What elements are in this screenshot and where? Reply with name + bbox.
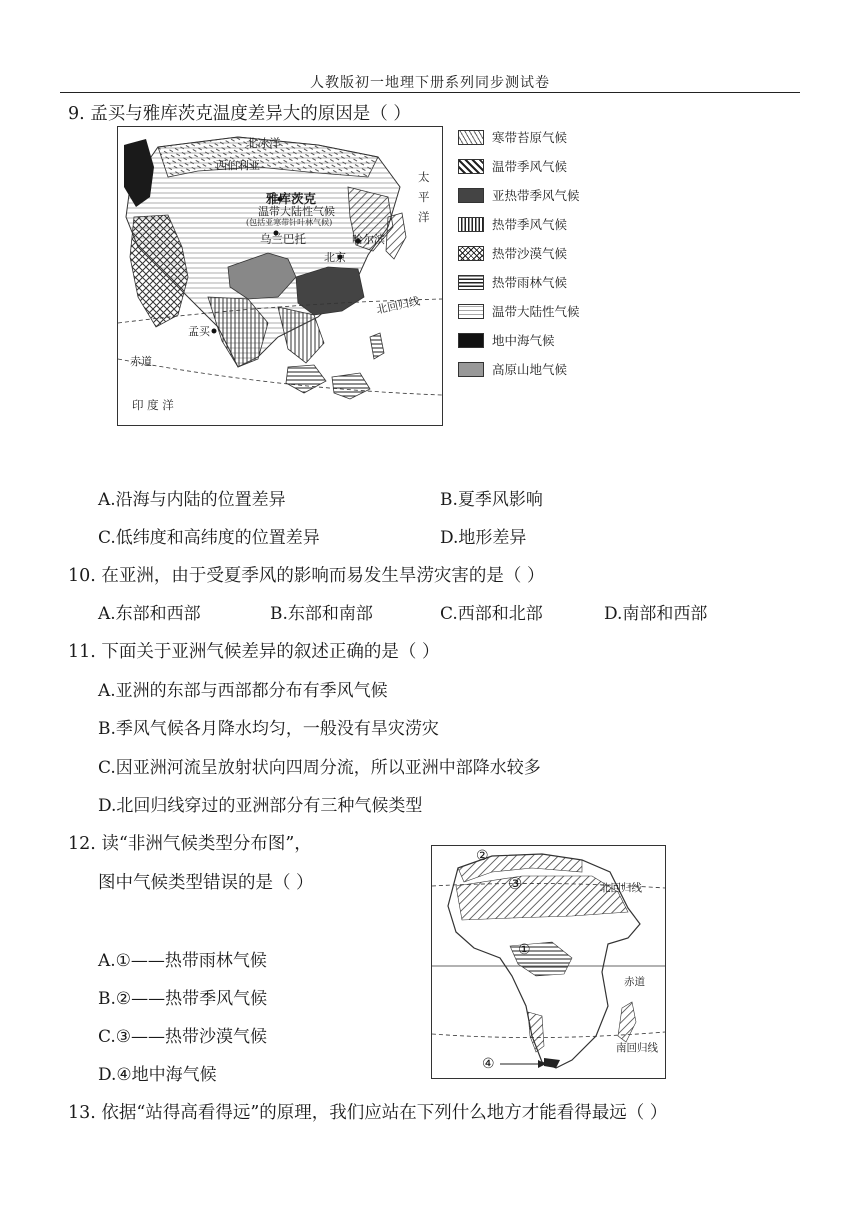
africa-climate-map [431,845,666,1079]
q11-option-c[interactable]: C.因亚洲河流呈放射状向四周分流，所以亚洲中部降水较多 [98,758,541,778]
africa-label-tropic-s: 南回归线 [616,1042,658,1054]
map-label-siberia: 西伯利亚 [216,159,260,172]
legend-item [458,215,567,233]
asia-climate-map [117,126,443,426]
legend-swatch [458,304,484,319]
asia-map-graphic [118,127,442,425]
legend-swatch [458,188,484,203]
q10-option-d[interactable]: D.南部和西部 [604,604,708,624]
map-label-pacific-3: 洋 [418,210,430,224]
map-label-temperate-continental: 温带大陆性气候 [258,205,335,218]
map-label-pacific-2: 平 [418,190,430,204]
map-label-mumbai: 孟买 [188,325,210,338]
header-rule [60,92,800,93]
q13-stem: 13. 依据“站得高看得远”的原理，我们应站在下列什么地方才能看得最远（ ） [68,1103,668,1123]
map-label-equator: 赤道 [130,355,152,368]
africa-marker-3: ③ [508,874,523,893]
africa-marker-4: ④ [482,1056,495,1072]
q12-option-d[interactable]: D.④地中海气候 [98,1065,217,1085]
q9-option-d[interactable]: D.地形差异 [440,528,527,548]
legend-swatch [458,217,484,232]
legend-item [458,157,567,175]
legend-label: 地中海气候 [492,333,555,348]
map-label-tropic: 北回归线 [375,294,421,317]
q9-stem: 9. 孟买与雅库茨克温度差异大的原因是（ ） [68,104,411,124]
africa-label-equator: 赤道 [624,976,645,988]
map-label-ulaanbaatar: 乌兰巴托 [260,232,306,246]
legend-label: 高原山地气候 [492,362,568,377]
legend-label: 热带雨林气候 [492,275,568,290]
legend-swatch [458,159,484,174]
q11-option-a[interactable]: A.亚洲的东部与西部都分布有季风气候 [98,681,388,701]
legend-label: 热带沙漠气候 [492,246,568,261]
q10-stem: 10. 在亚洲，由于受夏季风的影响而易发生旱涝灾害的是（ ） [68,566,545,586]
map-label-yakutsk: 雅库茨克 [266,191,317,206]
page-header: 人教版初一地理下册系列同步测试卷 [310,75,550,91]
legend-label: 热带季风气候 [492,217,568,232]
q10-option-c[interactable]: C.西部和北部 [440,604,543,624]
legend-item [458,331,555,349]
legend-swatch [458,246,484,261]
legend-item [458,128,567,146]
africa-marker-1: ① [518,942,531,958]
legend-item [458,360,567,378]
q12-option-b[interactable]: B.②——热带季风气候 [98,989,268,1009]
q9-option-b[interactable]: B.夏季风影响 [440,490,543,510]
map-label-arctic: 北冰洋 [246,136,281,150]
legend-label: 温带季风气候 [492,159,568,174]
legend-item [458,302,580,320]
legend-item [458,244,567,262]
q11-option-b[interactable]: B.季风气候各月降水均匀，一般没有旱灾涝灾 [98,719,439,739]
legend-swatch [458,362,484,377]
map-label-indian-ocean: 印 度 洋 [132,398,174,412]
q12-stem-line1: 12. 读“非洲气候类型分布图”， [68,834,312,854]
legend-label: 亚热带季风气候 [492,188,580,203]
map-label-sub-note: (包括亚寒带针叶林气候) [246,218,333,227]
africa-marker-2: ② [476,848,489,864]
q12-option-c[interactable]: C.③——热带沙漠气候 [98,1027,268,1047]
legend-item [458,273,567,291]
q9-option-c[interactable]: C.低纬度和高纬度的位置差异 [98,528,320,548]
legend-label: 温带大陆性气候 [492,304,580,319]
legend-label: 寒带苔原气候 [492,130,568,145]
map-label-pacific-1: 太 [418,170,430,184]
q12-option-a[interactable]: A.①——热带雨林气候 [98,951,267,971]
map-label-beijing: 北京 [324,251,346,264]
q12-stem-line2: 图中气候类型错误的是（ ） [98,873,314,893]
q9-option-a[interactable]: A.沿海与内陆的位置差异 [98,490,286,510]
legend-swatch [458,275,484,290]
q10-option-a[interactable]: A.东部和西部 [98,604,201,624]
q11-option-d[interactable]: D.北回归线穿过的亚洲部分有三种气候类型 [98,796,423,816]
q11-stem: 11. 下面关于亚洲气候差异的叙述正确的是（ ） [68,642,440,662]
africa-label-tropic-n: 北回归线 [600,882,642,894]
legend-item [458,186,580,204]
q10-option-b[interactable]: B.东部和南部 [270,604,373,624]
legend-swatch [458,130,484,145]
map-label-harbin: 哈尔滨 [352,233,385,246]
legend-swatch [458,333,484,348]
